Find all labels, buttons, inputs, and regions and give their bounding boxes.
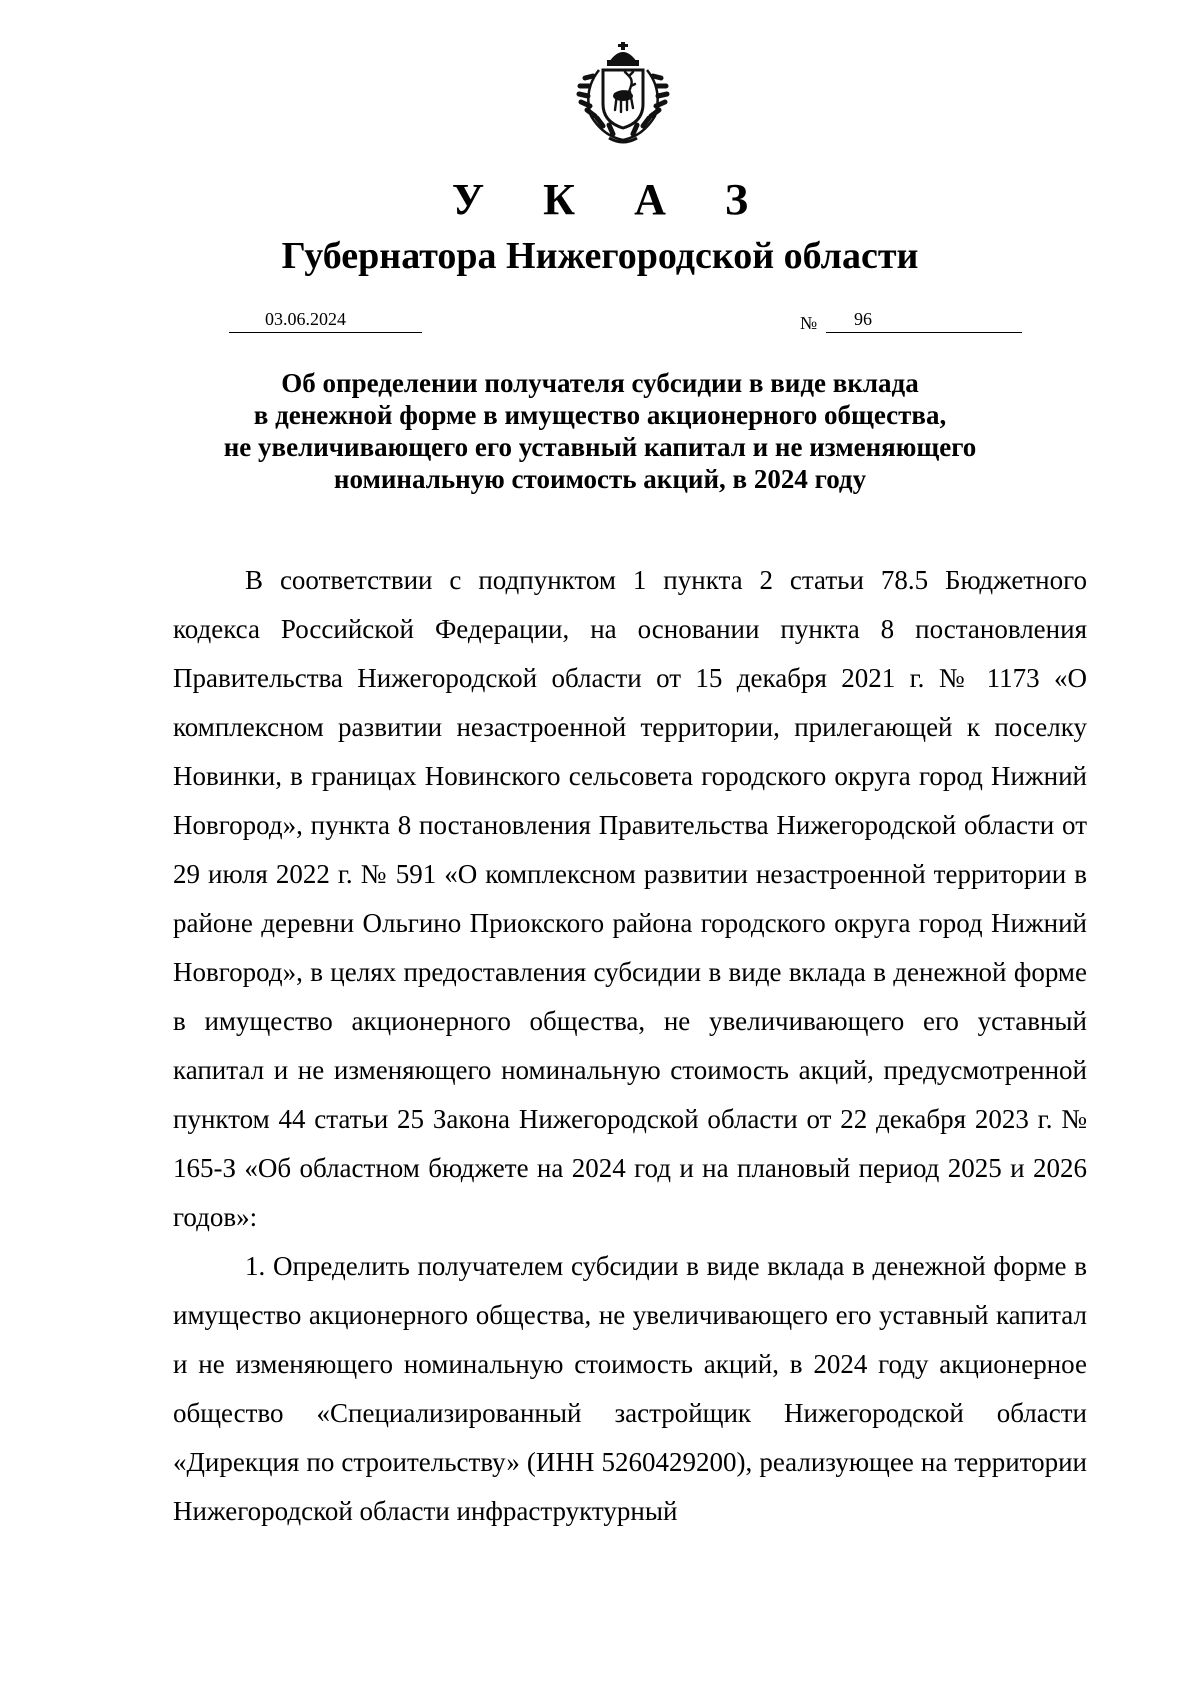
document-title: У К А З (451, 175, 773, 224)
heading-line: не увеличивающего его уставный капитал и не изменяющего (223, 432, 977, 462)
document-date: 03.06.2024 (265, 309, 346, 329)
document-body (173, 556, 1087, 1536)
date-field (229, 306, 422, 333)
document-number: 96 (854, 309, 872, 329)
coat-of-arms-icon (569, 40, 677, 146)
preamble-paragraph: В соответствии с подпунктом 1 пункта 2 статьи 78.5 Бюджетного кодекса Российской Федерации, на основании пункта 8 постановления Правительства Нижегородской области от 15 декабря 2021 г. № 1173 «О комплексном развитии незастроенной территории, прилегающей к поселку Новинки, в границах Новинского сельсовета городского округа город Нижний Новгород», пункта 8 постановления Правительства Нижегородской области от 29 июля 2022 г. № 591 «О комплексном развитии незастроенной территории в районе деревни Ольгино Приокского района городского округа город Нижний Новгород», в целях предоставления субсидии в виде вклада в денежной форме в имущество акционерного общества, не увеличивающего его уставный капитал и не изменяющего номинальную стоимость акций, предусмотренной пунктом 44 статьи 25 Закона Нижегородской области от 22 декабря 2023 г. № 165-З «Об областном бюджете на 2024 год и на плановый период 2025 и 2026 годов»: (173, 565, 1087, 1232)
document-heading (160, 367, 1040, 495)
heading-line: в денежной форме в имущество акционерного общества, (253, 400, 947, 430)
number-label: № (800, 313, 818, 333)
clause-paragraph: 1. Определить получателем субсидии в виде вклада в денежной форме в имущество акционерного общества, не увеличивающего его уставный капитал и не изменяющего номинальную стоимость акций, в 2024 году акционерное общество «Специализированный застройщик Нижегородской области «Дирекция по строительству» (ИНН 5260429200), реализующее на территории Нижегородской области инфраструктурный (173, 1251, 1087, 1526)
number-field (826, 306, 1022, 333)
heading-line: номинальную стоимость акций, в 2024 году (333, 464, 867, 494)
heading-line: Об определении получателя субсидии в виде вклада (281, 368, 919, 398)
document-subtitle: Губернатора Нижегородской области (281, 235, 919, 277)
